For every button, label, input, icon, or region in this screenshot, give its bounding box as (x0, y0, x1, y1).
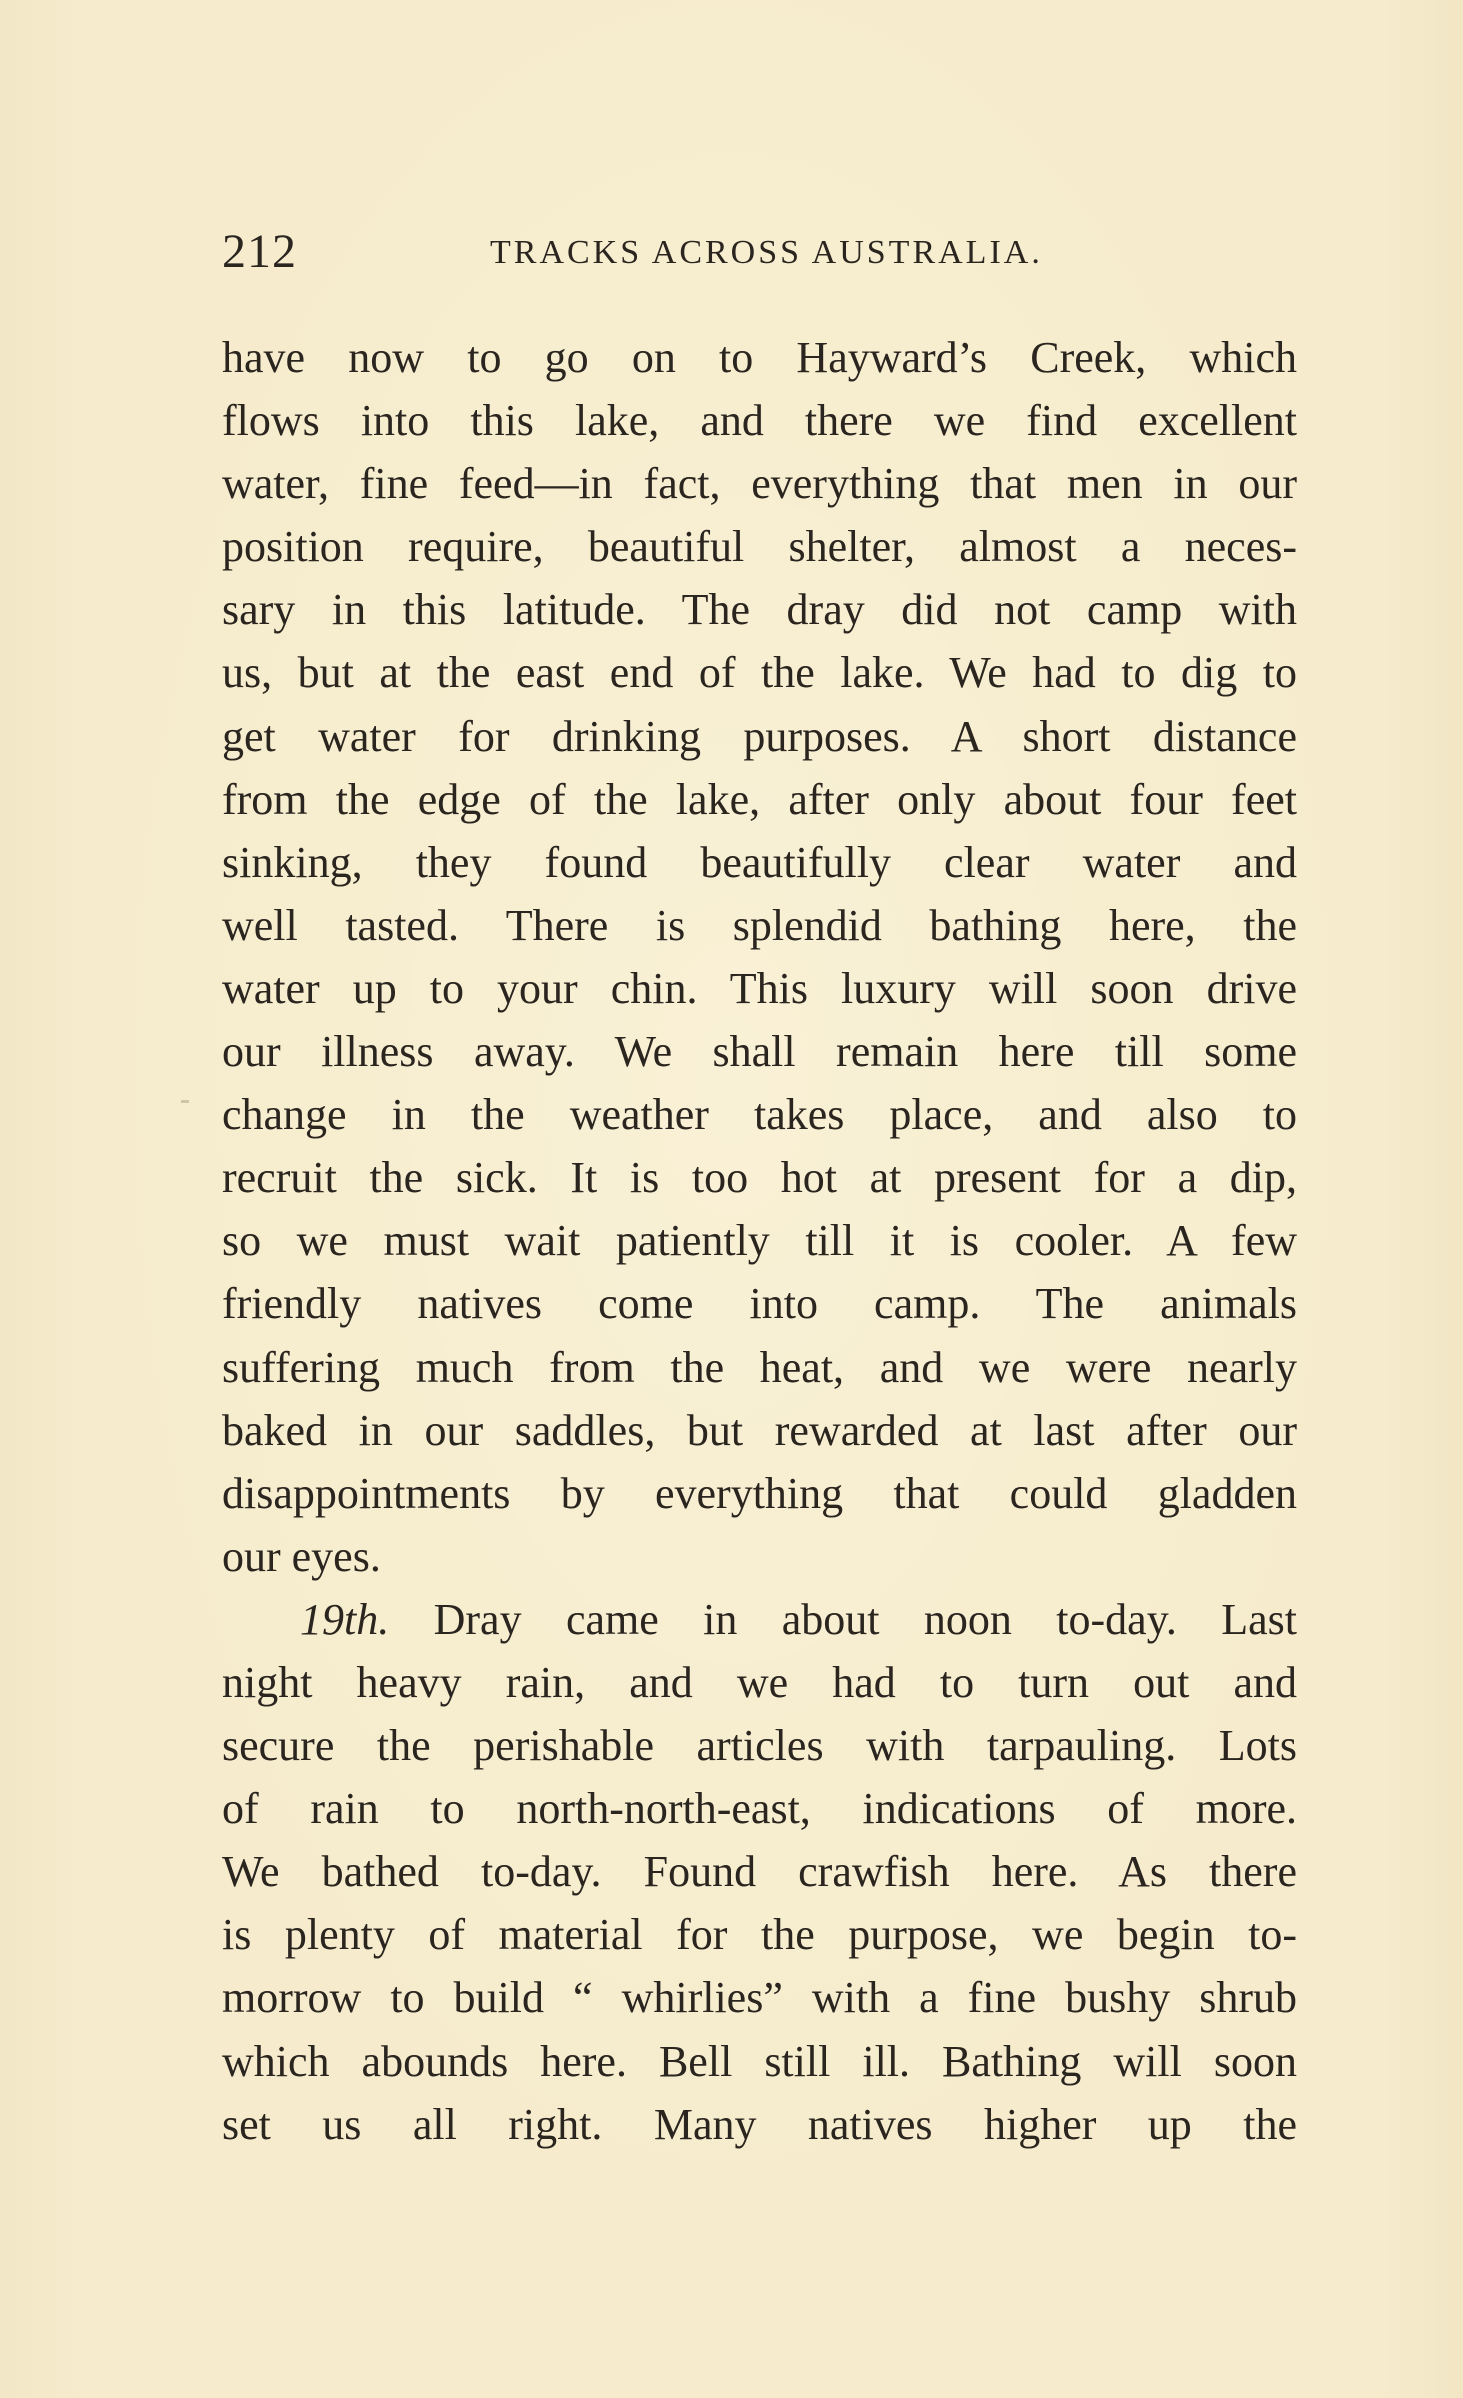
text-line: flows into this lake, and there we find excellent (222, 396, 1297, 446)
page-number: 212 (222, 225, 297, 278)
running-title: TRACKS ACROSS AUSTRALIA. (490, 234, 1043, 271)
text-line: change in the weather takes place, and also to (222, 1090, 1297, 1140)
text-line: our eyes. (222, 1531, 381, 1581)
text-line: of rain to north-north-east, indications of more. (222, 1784, 1297, 1834)
text-line: sinking, they found beautifully clear water and (222, 837, 1297, 887)
text-line: well tasted. There is splendid bathing here, the (222, 900, 1297, 950)
body-text (222, 326, 1297, 2156)
text-line: We bathed to-day. Found crawfish here. As there (222, 1847, 1297, 1897)
text-line: morrow to build “ whirlies” with a fine bushy shrub (222, 1973, 1297, 2023)
text-line: secure the perishable articles with tarpauling. Lots (222, 1721, 1297, 1771)
text-line: baked in our saddles, but rewarded at last after our (222, 1405, 1297, 1455)
text-line: friendly natives come into camp. The animals (222, 1279, 1297, 1329)
text-line: sary in this latitude. The dray did not camp with (222, 585, 1297, 635)
text-line: from the edge of the lake, after only about four feet (222, 774, 1297, 824)
text-line: our illness away. We shall remain here till some (222, 1027, 1297, 1077)
text-line: have now to go on to Hayward’s Creek, which (222, 333, 1297, 382)
text-line: night heavy rain, and we had to turn out and (222, 1657, 1297, 1707)
text-line: suffering much from the heat, and we were nearly (222, 1342, 1297, 1392)
text-line: is plenty of material for the purpose, we begin to- (222, 1910, 1297, 1960)
text-line: disappointments by everything that could gladden (222, 1468, 1297, 1518)
entry-first-line-text: Dray came in about noon to-day. Last (433, 1594, 1297, 1644)
text-line: so we must wait patiently till it is cooler. A few (222, 1216, 1297, 1266)
text-line: us, but at the east end of the lake. We had to dig to (222, 648, 1297, 698)
text-line: recruit the sick. It is too hot at present for a dip, (222, 1153, 1297, 1203)
text-line: set us all right. Many natives higher up the (222, 2099, 1297, 2149)
text-line: water up to your chin. This luxury will soon drive (222, 963, 1297, 1013)
text-line: water, fine feed—in fact, everything that men in our (222, 459, 1297, 509)
diary-entry-first-line (222, 1588, 1297, 1651)
text-line: which abounds here. Bell still ill. Bathing will soon (222, 2036, 1297, 2086)
running-head (222, 222, 1297, 282)
text-line: get water for drinking purposes. A short distance (222, 711, 1297, 761)
text-line: position require, beautiful shelter, almost a neces- (222, 522, 1297, 572)
margin-mark (181, 1100, 189, 1103)
entry-date: 19th. (300, 1594, 390, 1644)
